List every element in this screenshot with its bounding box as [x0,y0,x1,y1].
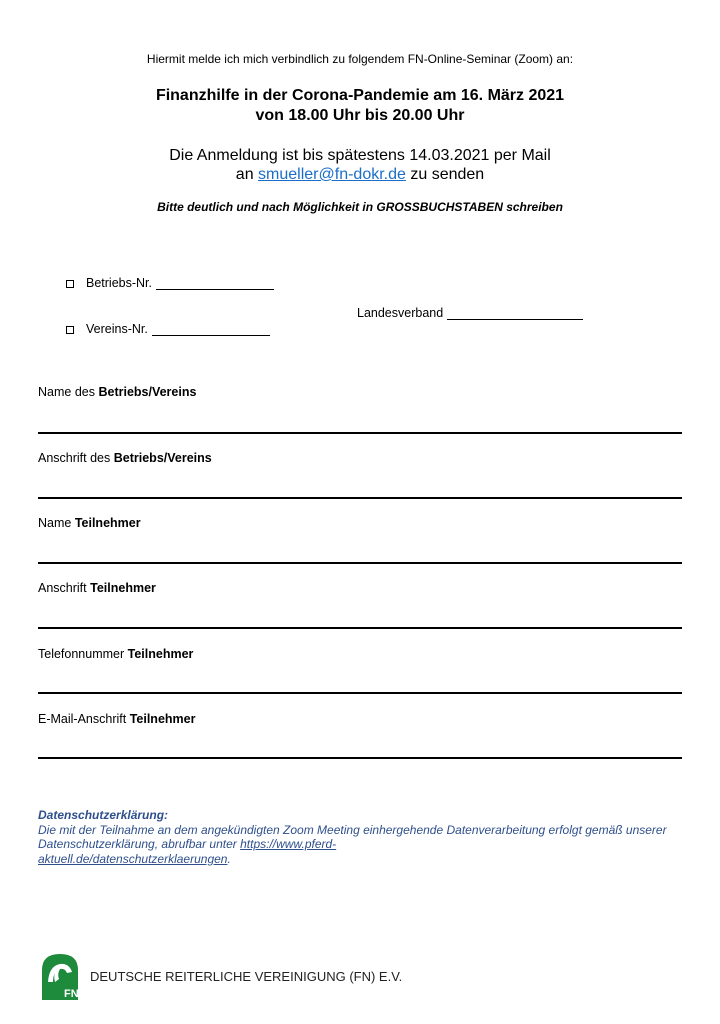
vereins-input-line[interactable] [152,322,270,336]
landesverband-label: Landesverband [357,306,444,320]
writing-note: Bitte deutlich und nach Möglichkeit in GROSSBUCHSTABEN schreiben [157,200,563,214]
privacy-link-part-1[interactable]: https://www.pferd- [240,837,337,851]
landesverband-input-line[interactable] [447,306,583,320]
field-line-anschrift-betrieb[interactable] [38,497,682,499]
seminar-title [0,86,720,126]
landesverband-row [357,306,583,320]
field-label-name-betrieb [38,385,196,399]
field-line-name-betrieb[interactable] [38,432,682,434]
field-label-name-teilnehmer [38,516,141,530]
field-line-name-teilnehmer[interactable] [38,562,682,564]
field-prefix: Anschrift des [38,451,111,465]
logo-text: FN [64,988,79,1000]
field-prefix: E-Mail-Anschrift [38,712,127,726]
intro-text: Hiermit melde ich mich verbindlich zu folgendem FN-Online-Seminar (Zoom) an: [146,52,574,66]
field-bold: Betriebs/Vereins [113,451,212,465]
title-line-1: Finanzhilfe in der Corona-Pandemie am 16. März 2021 [155,87,565,104]
betriebs-checkbox[interactable] [66,280,74,288]
field-line-email-teilnehmer[interactable] [38,757,682,759]
email-link[interactable]: smueller@fn-dokr.de [258,166,406,183]
deadline-suffix: zu senden [410,166,485,183]
vereins-label: Vereins-Nr. [86,322,148,336]
fn-logo-icon [38,952,82,1000]
field-bold: Teilnehmer [74,516,141,530]
field-bold: Teilnehmer [129,712,196,726]
field-label-telefon-teilnehmer [38,647,193,661]
field-label-anschrift-teilnehmer [38,581,156,595]
field-label-anschrift-betrieb [38,451,212,465]
field-prefix: Name [38,516,72,530]
field-line-anschrift-teilnehmer[interactable] [38,627,682,629]
field-bold: Teilnehmer [127,647,194,661]
organization-name: DEUTSCHE REITERLICHE VEREINIGUNG (FN) E.V. [90,969,403,984]
privacy-title: Datenschutzerklärung: [38,808,169,822]
deadline-prefix: an [235,166,254,183]
field-label-email-teilnehmer [38,712,195,726]
deadline-line-2 [0,165,720,184]
privacy-statement [38,808,678,866]
privacy-end: . [227,851,231,866]
privacy-body [38,823,678,867]
vereins-nr-row [66,322,270,336]
deadline-text [0,146,720,184]
privacy-link-part-2[interactable]: aktuell.de/datenschutzerklaerungen [38,851,228,866]
title-line-2: von 18.00 Uhr bis 20.00 Uhr [255,107,465,124]
privacy-text: Die mit der Teilnahme an dem angekündigten Zoom Meeting einhergehende Datenverarbeitung erfolgt gemäß unserer Datenschutzerklärung, abrufbar unter [38,822,667,851]
betriebs-label: Betriebs-Nr. [86,276,152,290]
vereins-checkbox[interactable] [66,326,74,334]
field-line-telefon-teilnehmer[interactable] [38,692,682,694]
field-bold: Teilnehmer [90,581,156,595]
field-prefix: Telefonnummer [38,647,125,661]
betriebs-nr-row [66,276,274,290]
deadline-line-1: Die Anmeldung ist bis spätestens 14.03.2021 per Mail [169,147,551,164]
field-bold: Betriebs/Vereins [98,385,197,399]
field-prefix: Anschrift [38,581,87,595]
betriebs-input-line[interactable] [156,276,274,290]
field-prefix: Name des [38,385,95,399]
